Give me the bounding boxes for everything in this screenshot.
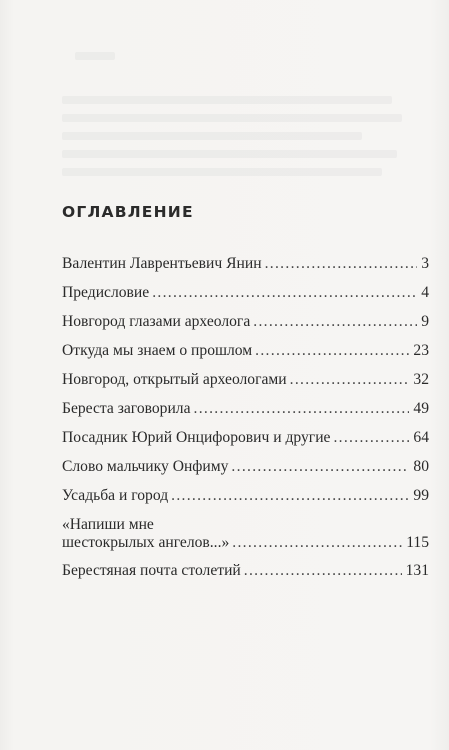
toc-heading: ОГЛАВЛЕНИЕ: [62, 203, 194, 221]
show-through-text: [75, 52, 115, 60]
toc-entry-page: 32: [413, 371, 429, 388]
toc-entry[interactable]: [62, 458, 429, 476]
toc-entry-title: Предисловие: [62, 284, 150, 301]
toc-entry-title: Новгород глазами археолога: [62, 313, 251, 330]
toc-entry[interactable]: [62, 284, 429, 302]
dot-leader: [255, 342, 409, 360]
toc-entry-title: Откуда мы знаем о прошлом: [62, 342, 253, 359]
toc-entry-page: 80: [413, 458, 429, 475]
toc-entry-page: 9: [421, 313, 429, 330]
toc-entry-title: «Напиши мне: [62, 516, 154, 533]
show-through-text: [62, 96, 392, 104]
toc-entry[interactable]: [62, 313, 429, 331]
dot-leader: [333, 429, 409, 447]
toc-entry[interactable]: [62, 255, 429, 273]
toc-entry[interactable]: [62, 429, 429, 447]
toc-entry[interactable]: [62, 487, 429, 505]
dot-leader: [253, 313, 417, 331]
toc-entry-title: шестокрылых ангелов...»: [62, 534, 230, 551]
toc-entry-page: 23: [413, 342, 429, 359]
toc-entry-title: Посадник Юрий Онцифорович и другие: [62, 429, 331, 446]
show-through-text: [62, 132, 362, 140]
toc-entry-page: 49: [413, 400, 429, 417]
toc-entry[interactable]: [62, 342, 429, 360]
dot-leader: [171, 487, 409, 505]
show-through-text: [62, 150, 397, 158]
toc-entry[interactable]: [62, 516, 429, 552]
toc-entry-title: Валентин Лаврентьевич Янин: [62, 255, 262, 272]
toc-entry-title: Береста заговорила: [62, 400, 191, 417]
dot-leader: [265, 255, 418, 273]
toc-entry-title: Усадьба и город: [62, 487, 169, 504]
show-through-text: [62, 114, 402, 122]
toc-entry-page: 64: [413, 429, 429, 446]
dot-leader: [231, 458, 409, 476]
toc-entry-title: Слово мальчику Онфиму: [62, 458, 229, 475]
toc-entry-page: 4: [421, 284, 429, 301]
toc-entry-page: 99: [413, 487, 429, 504]
show-through-text: [62, 168, 382, 176]
toc-entry-page: 131: [405, 562, 429, 579]
toc-entry[interactable]: [62, 371, 429, 389]
dot-leader: [290, 371, 410, 389]
toc-entry[interactable]: [62, 562, 429, 580]
toc-entry-page: 3: [421, 255, 429, 272]
toc-entry[interactable]: [62, 400, 429, 418]
dot-leader: [232, 534, 402, 552]
dot-leader: [194, 400, 410, 418]
dot-leader: [152, 284, 417, 302]
dot-leader: [244, 562, 402, 580]
toc-entry-title: Берестяная почта столетий: [62, 562, 241, 579]
toc-entry-title: Новгород, открытый археологами: [62, 371, 287, 388]
toc-entry-page: 115: [406, 534, 429, 551]
